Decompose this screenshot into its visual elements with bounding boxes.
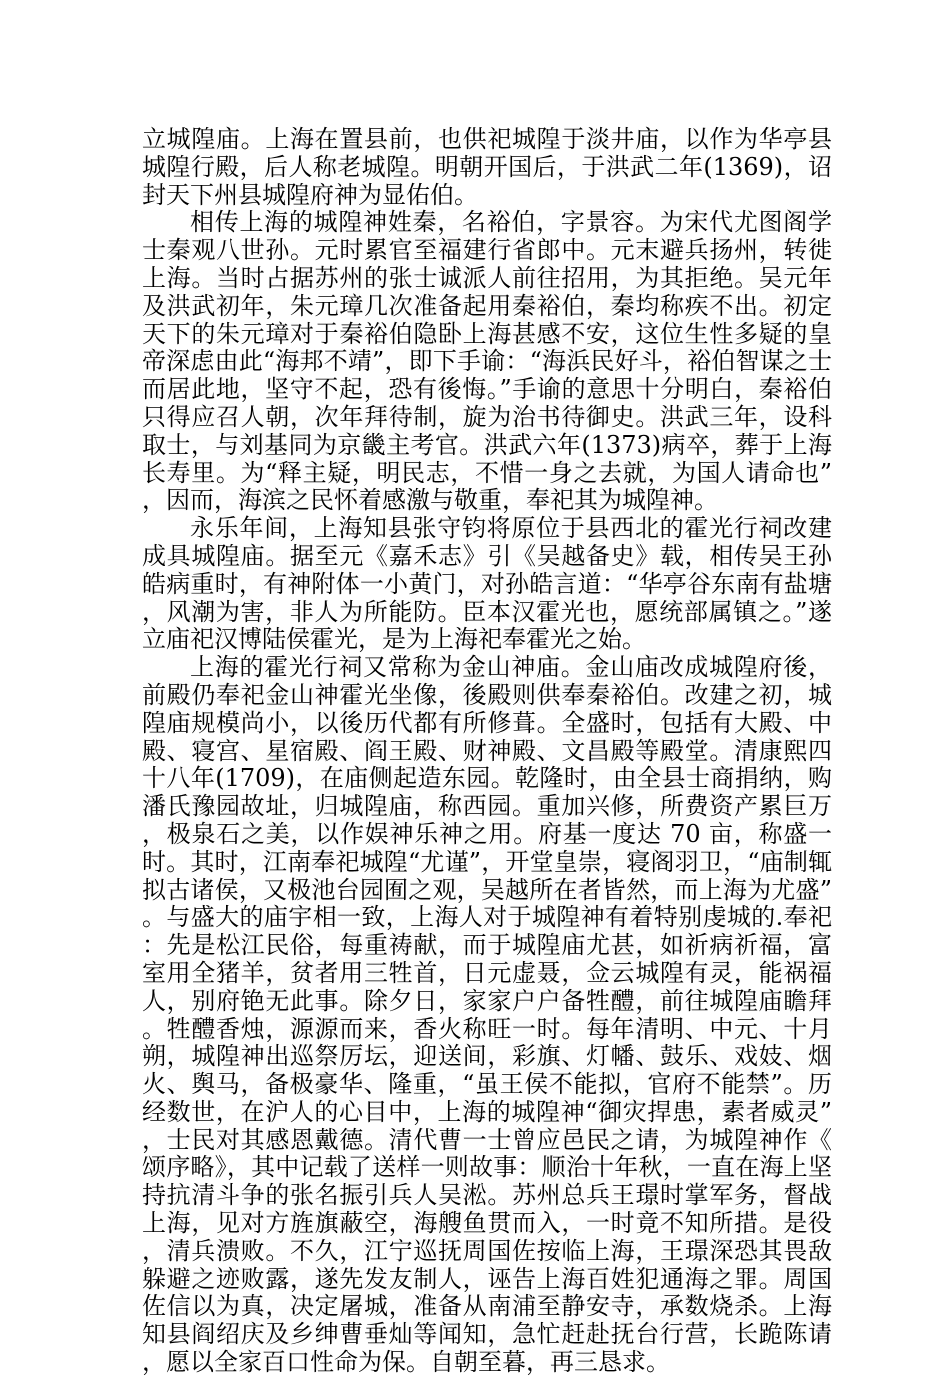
paragraph-4: 上海的霍光行祠又常称为金山神庙。金山庙改成城隍府後，前殿仍奉祀金山神霍光坐像，後殿则供奉秦裕伯。改建之初，城隍庙规模尚小，以後历代都有所修葺。全盛时，包括有大殿、中殿、寝宫、星宿殿、阎王殿、财神殿、文昌殿等殿堂。清康熙四十八年(1709)，在庙侧起造东园。乾隆时，由全县士商捐纳，购潘氏豫园故址，归城隍庙，称西园。重加兴修，所费资产累巨万，极泉石之美，以作娱神乐神之用。府基一度达 70 亩，称盛一时。其时，江南奉祀城隍“尤谨”，开堂皇崇，寝阁羽卫，“庙制辄拟古诸侯，又极池台园囿之观，吴越所在者皆然，而上海为尤盛”。与盛大的庙宇相一致，上海人对于城隍神有着特别虔城的.奉祀：先是松江民俗，每重祷献，而于城隍庙尤甚，如祈病祈福，富室用全猪羊，贫者用三牲首，日元虚聂，佥云城隍有灵，能祸福人，别府铯无此事。除夕日，家家户户备牲醴，前往城隍庙瞻拜。牲醴香烛，源源而来，香火称旺一时。每年清明、中元、十月朔，城隍神出巡祭厉坛，迎送间，彩旗、灯幡、鼓乐、戏妓、烟火、舆马，备极豪华、隆重，“虽王侯不能拟，官府不能禁”。历经数世，在沪人的心目中，上海的城隍神“御灾捍患，素者威灵”，士民对其感恩戴德。清代曹一士曾应邑民之请，为城隍神作《颂序略》，其中记载了送样一则故事：顺治十年秋，一直在海上坚持抗清斗争的张名振引兵人吴淞。苏州总兵王璟时掌军务，督战上海，见对方旌旗蔽空，海艘鱼贯而入，一时竟不知所措。是役，清兵溃败。不久，江宁巡抚周国佐按临上海，王璟深恐其畏敌躲避之迹败露，遂先发友制人，诬告上海百姓犯通海之罪。周国佐信以为真，决定屠城，准备从南浦至静安寺，承数烧杀。上海知县阎绍庆及乡绅曹垂灿等闻知，急忙赶赴抚台行营，长跪陈请，愿以全家百口性命为保。自朝至暮，再三恳求。 (142, 653, 832, 1377)
paragraph-2: 相传上海的城隍神姓秦，名裕伯，字景容。为宋代尤图阁学士秦观八世孙。元时累官至福建行省郎中。元末避兵扬州，转徙上海。当时占据苏州的张士诚派人前往招用，为其拒绝。吴元年及洪武初年，朱元璋几次准备起用秦裕伯，秦均称疾不出。初定天下的朱元璋对于秦裕伯隐卧上海甚感不安，这位生性多疑的皇帝深虑由此“海邦不靖”，即下手谕：“海浜民好斗，裕伯智谋之士而居此地，坚守不起，恐有後悔。”手谕的意思十分明白，秦裕伯只得应召人朝，次年拜待制，旋为治书待御史。洪武三年，设科取士，与刘基同为京畿主考官。洪武六年(1373)病卒，葬于上海长寿里。为“释主疑，明民志，不惜一身之去就，为国人请命也”，因而，海滨之民怀着感激与敬重，奉祀其为城隍神。 (142, 208, 832, 515)
paragraph-3: 永乐年间，上海知县张守钧将原位于县西北的霍光行祠改建成具城隍庙。据至元《嘉禾志》引《吴越备史》载，相传吴王孙皓病重时，有神附体一小黄门，对孙皓言道：“华亭谷东南有盐塘，风潮为害，非人为所能防。臣本汉霍光也，愿统部属镇之。”遂立庙祀汉博陆侯霍光，是为上海祀奉霍光之始。 (142, 514, 832, 654)
document-body (142, 126, 832, 1377)
paragraph-1: 立城隍庙。上海在置县前，也供祀城隍于淡井庙，以作为华亭县城隍行殿，后人称老城隍。明朝开国后，于洪武二年(1369)，诏封天下州县城隍府神为显佑伯。 (142, 125, 832, 209)
